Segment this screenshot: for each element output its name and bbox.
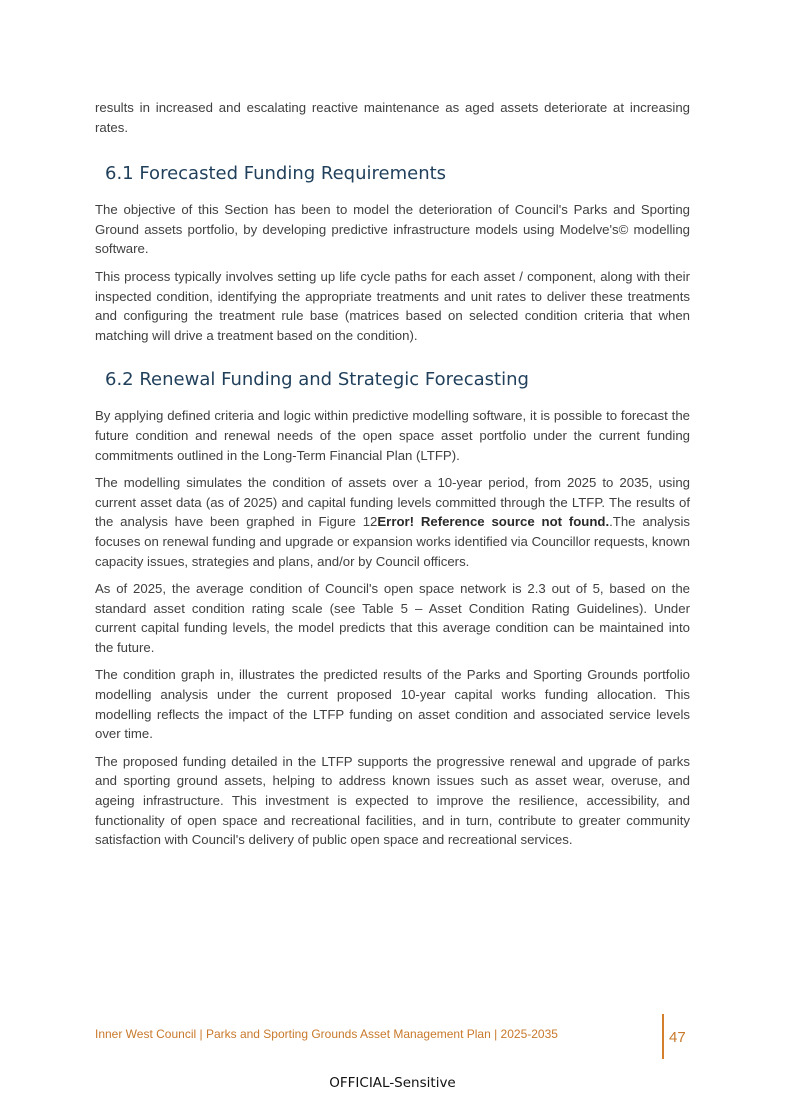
- intro-paragraph: results in increased and escalating reactive maintenance as aged assets deteriorate at increasing rates.: [95, 100, 690, 135]
- page-body: [95, 98, 690, 858]
- section-6-2-heading: 6.2 Renewal Funding and Strategic Forecasting: [105, 369, 529, 391]
- section-6-2-paragraph-3: As of 2025, the average condition of Council's open space network is 2.3 out of 5, based on the standard asset condition rating scale (see Table 5 – Asset Condition Rating Guidelines). Under current capital funding levels, the model predicts that this average condition can be maintained into the future.: [95, 581, 690, 655]
- security-classification: OFFICIAL-Sensitive: [329, 1075, 456, 1091]
- footer-divider: [662, 1014, 664, 1059]
- page-number: 47: [669, 1029, 686, 1046]
- paragraph-text: .The analysis focuses on renewal funding and upgrade or expansion works identified via Councillor requests, known capacity issues, strategies and plans, and/or by Council officers.: [95, 514, 690, 569]
- section-6-1-paragraph-2: This process typically involves setting up life cycle paths for each asset / component, along with their inspected condition, identifying the appropriate treatments and unit rates to deliver these treatments and configuring the treatment rule base (matrices based on selected condition criteria that when matching will drive a treatment based on the condition).: [95, 268, 690, 343]
- reference-error-text: Error! Reference source not found.: [377, 514, 610, 530]
- footer-title: Inner West Council | Parks and Sporting Grounds Asset Management Plan | 2025-2035: [95, 1027, 558, 1041]
- section-6-1-heading: 6.1 Forecasted Funding Requirements: [105, 163, 447, 185]
- section-6-1-paragraph-1: The objective of this Section has been to model the deterioration of Council's Parks and Sporting Ground assets portfolio, by developing predictive infrastructure models using Modelve's© modelling software.: [95, 202, 690, 257]
- section-6-2-paragraph-5: The proposed funding detailed in the LTFP supports the progressive renewal and upgrade of parks and sporting ground assets, helping to address known issues such as asset wear, overuse, and ageing infrastructure. This investment is expected to improve the resilience, accessibility, and functionality of open space and recreational facilities, and in turn, contribute to greater community satisfaction with Council's delivery of public open space and recreational services.: [95, 753, 690, 848]
- section-6-2-paragraph-4: The condition graph in, illustrates the predicted results of the Parks and Sporting Grounds portfolio modelling analysis under the current proposed 10-year capital works funding allocation. This modelling reflects the impact of the LTFP funding on asset condition and associated service levels over time.: [95, 667, 690, 742]
- section-6-2-paragraph-1: By applying defined criteria and logic within predictive modelling software, it is possible to forecast the future condition and renewal needs of the open space asset portfolio under the current funding commitments outlined in the Long-Term Financial Plan (LTFP).: [95, 408, 690, 463]
- paragraph-text: The modelling simulates the condition of assets over a 10-year period, from 2025 to 2035, using current asset data (as of 2025) and capital funding levels committed through the LTFP. The results of the analysis have been graphed in Figure 12: [95, 475, 690, 530]
- section-6-2-paragraph-2: [95, 473, 690, 571]
